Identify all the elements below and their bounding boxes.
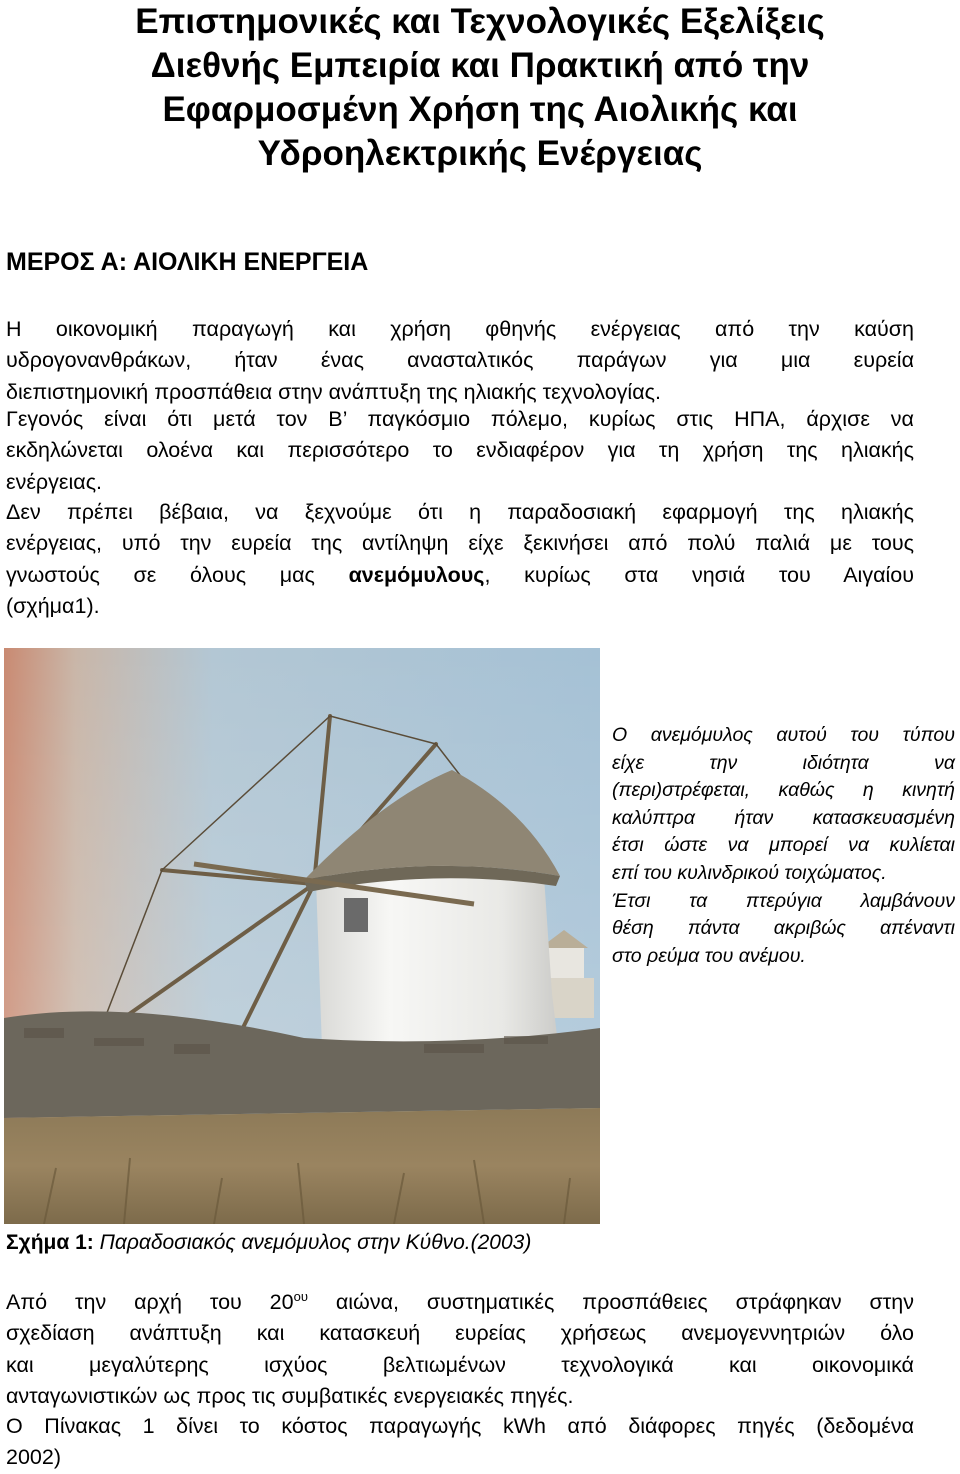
side-note-line: επί του κυλινδρικού τοιχώματος.: [612, 861, 887, 884]
side-note-line: στο ρεύμα του ανέμου.: [612, 944, 806, 967]
paragraph-1: [6, 314, 914, 408]
text-run: Από την αρχή του 20: [6, 1290, 294, 1314]
title-line: Διεθνής Εμπειρία και Πρακτική από την: [150, 46, 810, 85]
paragraph-line: διεπιστημονική προσπάθεια στην ανάπτυξη της ηλιακής τεχνολογίας.: [6, 379, 661, 404]
paragraph-line: εκδηλώνεται ολοένα και περισσότερο το ενδιαφέρον για τη χρήση της ηλιακής: [6, 438, 914, 463]
paragraph-line: σχεδίαση ανάπτυξη και κατασκευή ευρείας χρήσεως ανεμογεννητριών όλο: [6, 1321, 914, 1346]
paragraph-line: ενέργειας.: [6, 469, 103, 494]
bold-term: ανεμόμυλους: [348, 562, 485, 587]
paragraph-5: [6, 1411, 914, 1474]
caption-text: Παραδοσιακός ανεμόμυλος στην Κύθνο.(2003): [93, 1231, 532, 1254]
paragraph-2: [6, 404, 914, 498]
paragraph-line: [6, 1287, 914, 1318]
title-line: Υδροηλεκτρικής Ενέργειας: [257, 134, 703, 173]
title-line: Επιστημονικές και Τεχνολογικές Εξελίξεις: [135, 2, 825, 41]
side-note-line: (περι)στρέφεται, καθώς η κινητή: [612, 779, 955, 802]
side-note-line: είχε την ιδιότητα να: [612, 751, 955, 774]
side-note-line: καλύπτρα ήταν κατασκευασμένη: [612, 806, 955, 829]
text-run: γνωστούς σε όλους μας: [6, 562, 349, 587]
side-note-line: θέση πάντα ακριβώς απέναντι: [612, 917, 955, 940]
text-run: , κυρίως στα νησιά του Αιγαίου: [484, 562, 914, 587]
side-note-line: έτσι ώστε να μπορεί να κυλίεται: [612, 834, 955, 857]
paragraph-line: [6, 560, 914, 591]
paragraph-line: Η οικονομική παραγωγή και χρήση φθηνής ενέργειας από την καύση: [6, 317, 914, 341]
caption-label: Σχήμα 1:: [6, 1231, 94, 1254]
paragraph-line: Δεν πρέπει βέβαια, να ξεχνούμε ότι η παραδοσιακή εφαρμογή της ηλιακής: [6, 500, 914, 524]
figure-caption: [6, 1228, 531, 1258]
windmill-photo: [4, 648, 600, 1224]
text-run: αιώνα, συστηματικές προσπάθειες στράφηκαν στην: [307, 1290, 914, 1314]
paragraph-line: Ο Πίνακας 1 δίνει το κόστος παραγωγής kWh από διάφορες πηγές (δεδομένα: [6, 1414, 914, 1438]
paragraph-4: [6, 1287, 914, 1412]
paragraph-line: 2002): [6, 1445, 61, 1470]
side-note-line: Έτσι τα πτερύγια λαμβάνουν: [612, 889, 955, 912]
paragraph-line: (σχήμα1).: [6, 593, 100, 618]
document-title: [0, 0, 960, 176]
section-heading: ΜΕΡΟΣ Α: ΑΙΟΛΙΚΗ ΕΝΕΡΓΕΙΑ: [6, 248, 369, 276]
superscript: ου: [293, 1288, 308, 1304]
paragraph-line: υδρογονανθράκων, ήταν ένας ανασταλτικός παράγων για μια ευρεία: [6, 348, 914, 373]
title-line: Εφαρμοσμένη Χρήση της Αιολικής και: [162, 90, 798, 129]
paragraph-line: ενέργειας, υπό την ευρεία της αντίληψη είχε ξεκινήσει από πολύ παλιά με τους: [6, 531, 914, 556]
paragraph-3: [6, 497, 914, 622]
paragraph-line: Γεγονός είναι ότι μετά τον Β’ παγκόσμιο πόλεμο, κυρίως στις ΗΠΑ, άρχισε να: [6, 407, 914, 431]
paragraph-line: ανταγωνιστικών ως προς τις συμβατικές ενεργειακές πηγές.: [6, 1383, 574, 1408]
paragraph-line: και μεγαλύτερης ισχύος βελτιωμένων τεχνολογικά και οικονομικά: [6, 1352, 914, 1377]
windmill-side-note: [612, 722, 955, 970]
side-note-line: Ο ανεμόμυλος αυτού του τύπου: [612, 724, 955, 746]
